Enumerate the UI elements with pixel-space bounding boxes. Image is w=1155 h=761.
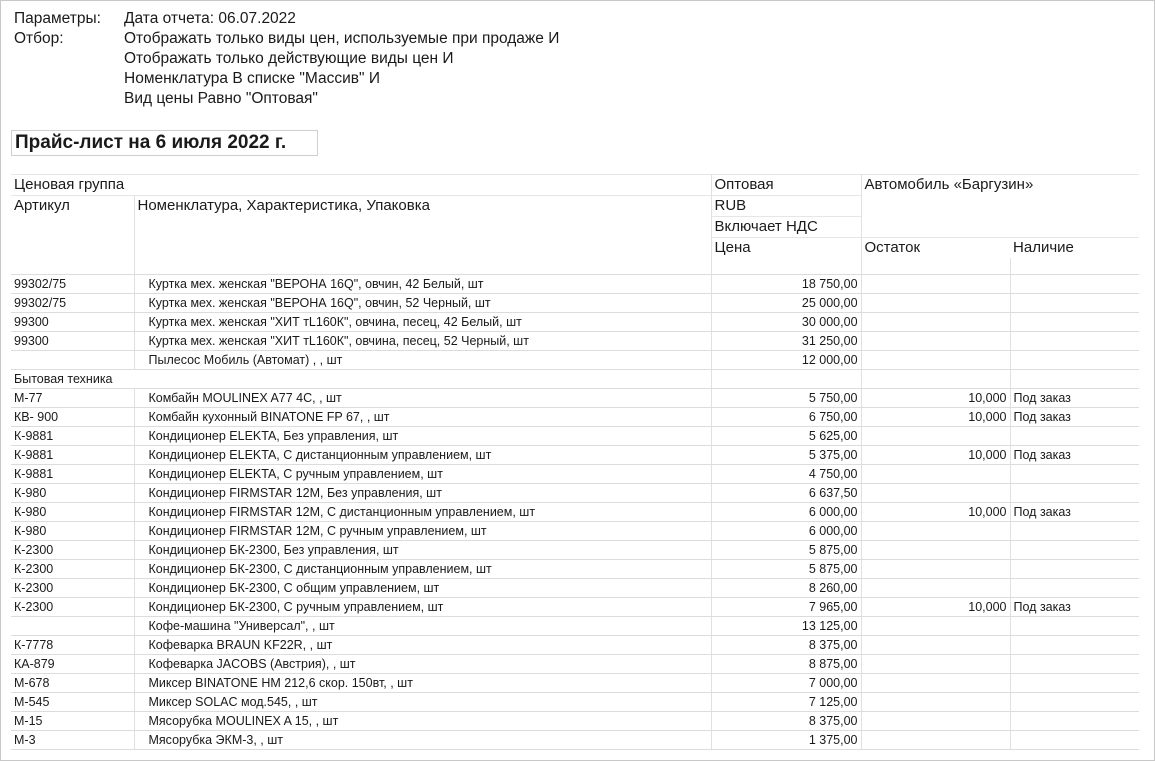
- article-cell: 99300: [11, 313, 134, 332]
- article-cell: КВ- 900: [11, 408, 134, 427]
- price-cell: 18 750,00: [711, 275, 861, 294]
- price-cell: 5 875,00: [711, 541, 861, 560]
- stock-cell: [861, 712, 1010, 731]
- filter-line: Вид цены Равно "Оптовая": [124, 90, 318, 107]
- price-cell: 8 375,00: [711, 636, 861, 655]
- availability-cell: [1010, 332, 1139, 351]
- header-price-group[interactable]: Ценовая группа: [11, 175, 711, 196]
- price-cell: 5 625,00: [711, 427, 861, 446]
- name-cell: Мясорубка MOULINEX A 15, , шт: [134, 712, 711, 731]
- availability-cell: Под заказ: [1010, 408, 1139, 427]
- table-row[interactable]: [11, 598, 1139, 617]
- availability-cell: [1010, 731, 1139, 750]
- table-row[interactable]: [11, 579, 1139, 598]
- name-cell: Миксер BINATONE HM 212,6 скор. 150вт, , шт: [134, 674, 711, 693]
- table-row[interactable]: [11, 484, 1139, 503]
- name-cell: Кондиционер FIRMSTAR 12M, С дистанционным управлением, шт: [134, 503, 711, 522]
- availability-cell: Под заказ: [1010, 446, 1139, 465]
- stock-cell: [861, 655, 1010, 674]
- name-cell: Кофе-машина "Универсал", , шт: [134, 617, 711, 636]
- article-cell: К-2300: [11, 560, 134, 579]
- filter-line: Отображать только действующие виды цен И: [124, 50, 454, 67]
- name-cell: Кондиционер БК-2300, С общим управлением, шт: [134, 579, 711, 598]
- table-row[interactable]: [11, 294, 1139, 313]
- name-cell: Кондиционер БК-2300, С дистанционным управлением, шт: [134, 560, 711, 579]
- availability-cell: [1010, 522, 1139, 541]
- table-row[interactable]: [11, 408, 1139, 427]
- price-cell: 12 000,00: [711, 351, 861, 370]
- group-row[interactable]: [11, 370, 1139, 389]
- name-cell: Кондиционер ELEKTA, Без управления, шт: [134, 427, 711, 446]
- availability-cell: [1010, 674, 1139, 693]
- header-availability[interactable]: Наличие: [1010, 238, 1139, 259]
- table-row[interactable]: [11, 655, 1139, 674]
- article-cell: [11, 351, 134, 370]
- stock-cell: [861, 579, 1010, 598]
- stock-cell: [861, 275, 1010, 294]
- price-cell: 31 250,00: [711, 332, 861, 351]
- availability-cell: [1010, 712, 1139, 731]
- params-label: Параметры:: [14, 10, 101, 27]
- header-stock[interactable]: Остаток: [861, 238, 1010, 259]
- filter-line: Номенклатура В списке "Массив" И: [124, 70, 380, 87]
- header-spacer: [11, 258, 1139, 275]
- stock-cell: [861, 465, 1010, 484]
- table-row[interactable]: [11, 446, 1139, 465]
- stock-cell: [861, 522, 1010, 541]
- table-row[interactable]: [11, 503, 1139, 522]
- report-title: Прайс-лист на 6 июля 2022 г.: [11, 130, 318, 156]
- table-row[interactable]: [11, 712, 1139, 731]
- availability-cell: Под заказ: [1010, 598, 1139, 617]
- article-cell: К-9881: [11, 427, 134, 446]
- name-cell: Кондиционер ELEKTA, С дистанционным управлением, шт: [134, 446, 711, 465]
- price-cell: 25 000,00: [711, 294, 861, 313]
- price-cell: 5 375,00: [711, 446, 861, 465]
- price-cell: 30 000,00: [711, 313, 861, 332]
- availability-cell: [1010, 636, 1139, 655]
- name-cell: Комбайн MOULINEX A77 4C, , шт: [134, 389, 711, 408]
- stock-cell: [861, 693, 1010, 712]
- name-cell: Мясорубка ЭКМ-3, , шт: [134, 731, 711, 750]
- availability-cell: [1010, 541, 1139, 560]
- name-cell: Миксер SOLAC мод.545, , шт: [134, 693, 711, 712]
- stock-cell: [861, 560, 1010, 579]
- stock-cell: [861, 674, 1010, 693]
- stock-cell: [861, 427, 1010, 446]
- name-cell: Куртка мех. женская "ВЕРОНА 16Q", овчин, 52 Черный, шт: [134, 294, 711, 313]
- price-list-table: [11, 174, 1139, 750]
- price-cell: 5 875,00: [711, 560, 861, 579]
- availability-cell: [1010, 617, 1139, 636]
- article-cell: М-545: [11, 693, 134, 712]
- header-warehouse[interactable]: Автомобиль «Баргузин»: [861, 175, 1139, 196]
- report-parameters: [14, 9, 559, 109]
- header-article[interactable]: Артикул: [11, 196, 134, 259]
- price-cell: 4 750,00: [711, 465, 861, 484]
- header-name[interactable]: Номенклатура, Характеристика, Упаковка: [134, 196, 711, 259]
- availability-cell: [1010, 294, 1139, 313]
- availability-cell: Под заказ: [1010, 389, 1139, 408]
- article-cell: К-2300: [11, 541, 134, 560]
- price-cell: 5 750,00: [711, 389, 861, 408]
- article-cell: М-3: [11, 731, 134, 750]
- header-row: [11, 196, 1139, 217]
- table-row[interactable]: [11, 560, 1139, 579]
- article-cell: КА-879: [11, 655, 134, 674]
- filter-line: Отображать только виды цен, используемые при продаже И: [124, 30, 560, 47]
- stock-cell: 10,000: [861, 389, 1010, 408]
- availability-cell: [1010, 655, 1139, 674]
- article-cell: К-980: [11, 522, 134, 541]
- article-cell: К-9881: [11, 446, 134, 465]
- stock-cell: [861, 617, 1010, 636]
- article-cell: К-7778: [11, 636, 134, 655]
- stock-cell: [861, 351, 1010, 370]
- article-cell: 99300: [11, 332, 134, 351]
- stock-cell: [861, 484, 1010, 503]
- name-cell: Куртка мех. женская "ХИТ тL160К", овчина, песец, 52 Черный, шт: [134, 332, 711, 351]
- name-cell: Куртка мех. женская "ВЕРОНА 16Q", овчин, 42 Белый, шт: [134, 275, 711, 294]
- table-row[interactable]: [11, 351, 1139, 370]
- table-row[interactable]: [11, 636, 1139, 655]
- table-row[interactable]: [11, 332, 1139, 351]
- table-row[interactable]: [11, 693, 1139, 712]
- name-cell: Пылесос Мобиль (Автомат) , , шт: [134, 351, 711, 370]
- article-cell: К-980: [11, 484, 134, 503]
- stock-cell: [861, 636, 1010, 655]
- header-currency[interactable]: RUB: [711, 196, 861, 217]
- header-row: [11, 175, 1139, 196]
- price-cell: 7 000,00: [711, 674, 861, 693]
- availability-cell: [1010, 351, 1139, 370]
- article-cell: М-15: [11, 712, 134, 731]
- price-cell: 6 000,00: [711, 522, 861, 541]
- availability-cell: [1010, 275, 1139, 294]
- article-cell: К-2300: [11, 579, 134, 598]
- price-cell: 8 875,00: [711, 655, 861, 674]
- availability-cell: [1010, 579, 1139, 598]
- stock-cell: 10,000: [861, 446, 1010, 465]
- name-cell: Кофеварка JACOBS (Австрия), , шт: [134, 655, 711, 674]
- filter-label: Отбор:: [14, 30, 64, 47]
- price-cell: 6 637,50: [711, 484, 861, 503]
- table-row[interactable]: [11, 617, 1139, 636]
- table-row[interactable]: [11, 389, 1139, 408]
- header-price[interactable]: Цена: [711, 238, 861, 259]
- header-price-type[interactable]: Оптовая: [711, 175, 861, 196]
- table-row[interactable]: [11, 522, 1139, 541]
- table-row[interactable]: [11, 275, 1139, 294]
- table-row[interactable]: [11, 731, 1139, 750]
- stock-cell: [861, 731, 1010, 750]
- name-cell: Кондиционер БК-2300, С ручным управлением, шт: [134, 598, 711, 617]
- article-cell: 99302/75: [11, 294, 134, 313]
- availability-cell: [1010, 560, 1139, 579]
- name-cell: Куртка мех. женская "ХИТ тL160К", овчина, песец, 42 Белый, шт: [134, 313, 711, 332]
- availability-cell: [1010, 484, 1139, 503]
- price-cell: 6 000,00: [711, 503, 861, 522]
- table-row[interactable]: [11, 427, 1139, 446]
- stock-cell: [861, 541, 1010, 560]
- price-cell: 7 125,00: [711, 693, 861, 712]
- table-row[interactable]: [11, 313, 1139, 332]
- name-cell: Кондиционер FIRMSTAR 12M, Без управления, шт: [134, 484, 711, 503]
- name-cell: Кондиционер БК-2300, Без управления, шт: [134, 541, 711, 560]
- availability-cell: [1010, 427, 1139, 446]
- price-cell: 13 125,00: [711, 617, 861, 636]
- price-cell: 1 375,00: [711, 731, 861, 750]
- article-cell: К-2300: [11, 598, 134, 617]
- article-cell: М-77: [11, 389, 134, 408]
- price-cell: 8 375,00: [711, 712, 861, 731]
- availability-cell: Под заказ: [1010, 503, 1139, 522]
- article-cell: 99302/75: [11, 275, 134, 294]
- group-label: Бытовая техника: [11, 370, 711, 389]
- name-cell: Комбайн кухонный BINATONE FP 67, , шт: [134, 408, 711, 427]
- stock-cell: [861, 294, 1010, 313]
- header-vat[interactable]: Включает НДС: [711, 217, 861, 238]
- article-cell: К-9881: [11, 465, 134, 484]
- stock-cell: 10,000: [861, 503, 1010, 522]
- price-cell: 6 750,00: [711, 408, 861, 427]
- availability-cell: [1010, 313, 1139, 332]
- stock-cell: 10,000: [861, 598, 1010, 617]
- name-cell: Кондиционер ELEKTA, С ручным управлением, шт: [134, 465, 711, 484]
- article-cell: К-980: [11, 503, 134, 522]
- availability-cell: [1010, 693, 1139, 712]
- stock-cell: [861, 313, 1010, 332]
- table-row[interactable]: [11, 674, 1139, 693]
- stock-cell: 10,000: [861, 408, 1010, 427]
- params-value: Дата отчета: 06.07.2022: [124, 10, 296, 27]
- availability-cell: [1010, 465, 1139, 484]
- name-cell: Кофеварка BRAUN KF22R, , шт: [134, 636, 711, 655]
- article-cell: М-678: [11, 674, 134, 693]
- price-cell: 7 965,00: [711, 598, 861, 617]
- stock-cell: [861, 332, 1010, 351]
- table-row[interactable]: [11, 465, 1139, 484]
- price-cell: 8 260,00: [711, 579, 861, 598]
- table-row[interactable]: [11, 541, 1139, 560]
- article-cell: [11, 617, 134, 636]
- name-cell: Кондиционер FIRMSTAR 12M, С ручным управлением, шт: [134, 522, 711, 541]
